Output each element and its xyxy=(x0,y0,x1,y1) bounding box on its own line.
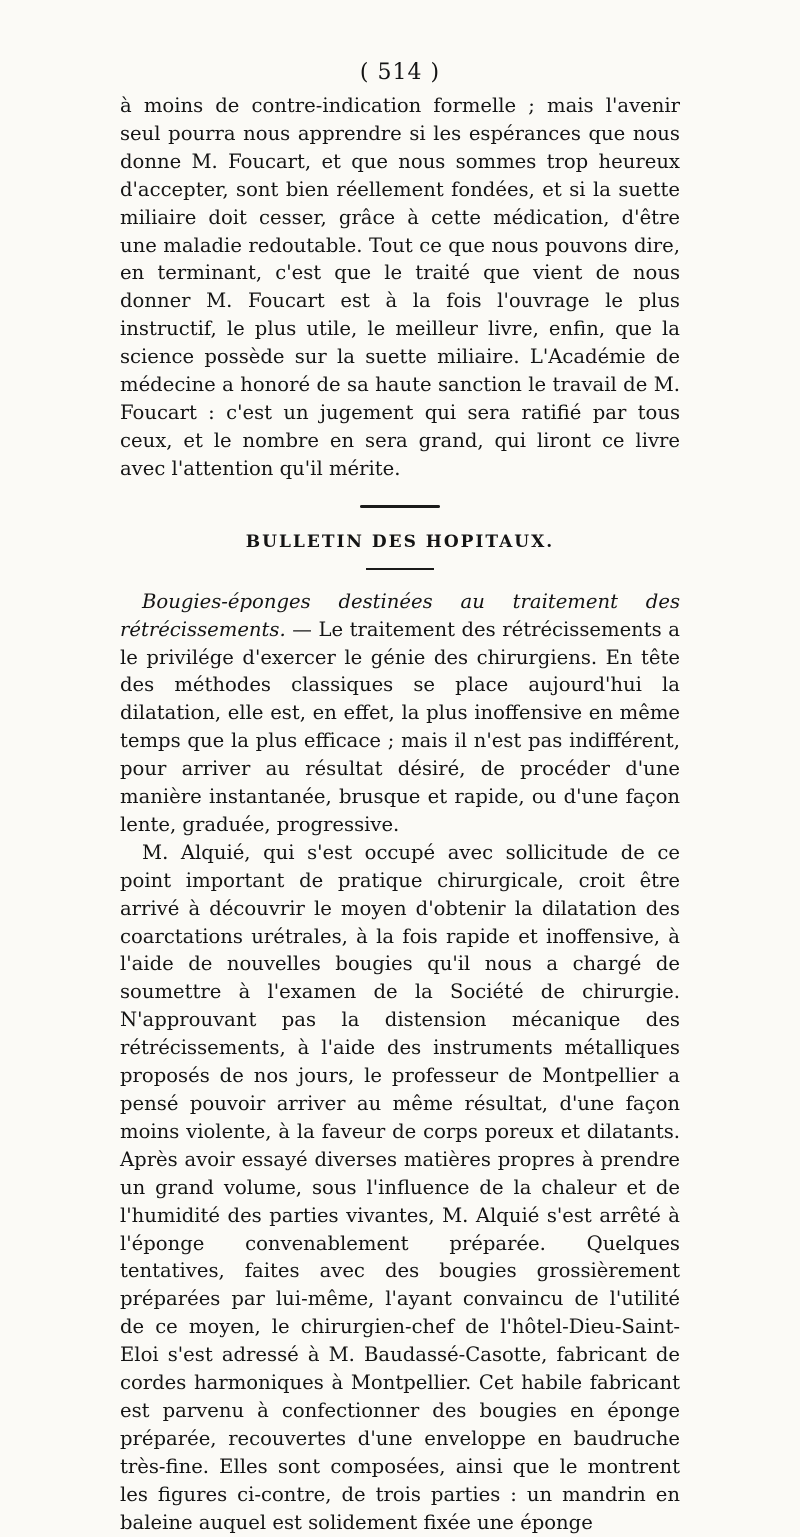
article-title-dash: — xyxy=(285,617,319,641)
article-paragraph-1-text: Le traitement des rétrécissements a le privilége d'exercer le génie des chirurgiens. En tête des méthodes classiques se place aujourd'hui la dilatation, elle est, en effet, la plus inoffensive en même temps que la plus efficace ; mais il n'est pas indifférent, pour arriver au résultat désiré, de procéder d'une manière instantanée, brusque et rapide, ou d'une façon lente, graduée, progressive. xyxy=(120,617,680,836)
page-number: ( 514 ) xyxy=(359,60,441,85)
section-rule xyxy=(366,568,434,570)
article-title: Bougies-éponges destinées au traitement des rétrécissements. xyxy=(120,589,680,641)
intro-paragraph: à moins de contre-indication formelle ; mais l'avenir seul pourra nous apprendre si les espérances que nous donne M. Foucart, et que nous sommes trop heureux d'accepter, sont bien réellement fondées, et si la suette miliaire doit cesser, grâce à cette médication, d'être une maladie redoutable. Tout ce que nous pouvons dire, en terminant, c'est que le traité que vient de nous donner M. Foucart est à la fois l'ouvrage le plus instructif, le plus utile, le meilleur livre, enfin, que la science possède sur la suette miliaire. L'Académie de médecine a honoré de sa haute sanction le travail de M. Foucart : c'est un jugement qui sera ratifié par tous ceux, et le nombre en sera grand, qui liront ce livre avec l'attention qu'il mérite. xyxy=(120,94,680,480)
ornamental-rule xyxy=(360,505,440,508)
article-paragraph-2: M. Alquié, qui s'est occupé avec sollicitude de ce point important de pratique chirurgicale, croit être arrivé à découvrir le moyen d'obtenir la dilatation des coarctations urétrales, à la fois rapide et inoffensive, à l'aide de nouvelles bougies qu'il nous a chargé de soumettre à l'examen de la Société de chirurgie. N'approuvant pas la distension mécanique des rétrécissements, à l'aide des instruments métalliques proposés de nos jours, le professeur de Montpellier a pensé pouvoir arriver au même résultat, d'une façon moins violente, à la faveur de corps poreux et dilatants. Après avoir essayé diverses matières propres à prendre un grand volume, sous l'influence de la chaleur et de l'humidité des parties vivantes, M. Alquié s'est arrêté à l'éponge convenablement préparée. Quelques tentatives, faites avec des bougies grossièrement préparées par lui-même, l'ayant convaincu de l'utilité de ce moyen, le chirurgien-chef de l'hôtel-Dieu-Saint-Eloi s'est adressé à M. Baudassé-Casotte, fabricant de cordes harmoniques à Montpellier. Cet habile fabricant est parvenu à confectionner des bougies en éponge préparée, recouvertes d'une enveloppe en baudruche très-fine. Elles sont composées, ainsi que le montrent les figures ci-contre, de trois parties : un mandrin en baleine auquel est solidement fixée une éponge xyxy=(120,840,680,1534)
article-paragraph-1 xyxy=(120,588,680,839)
section-title: BULLETIN DES HOPITAUX. xyxy=(245,531,555,552)
